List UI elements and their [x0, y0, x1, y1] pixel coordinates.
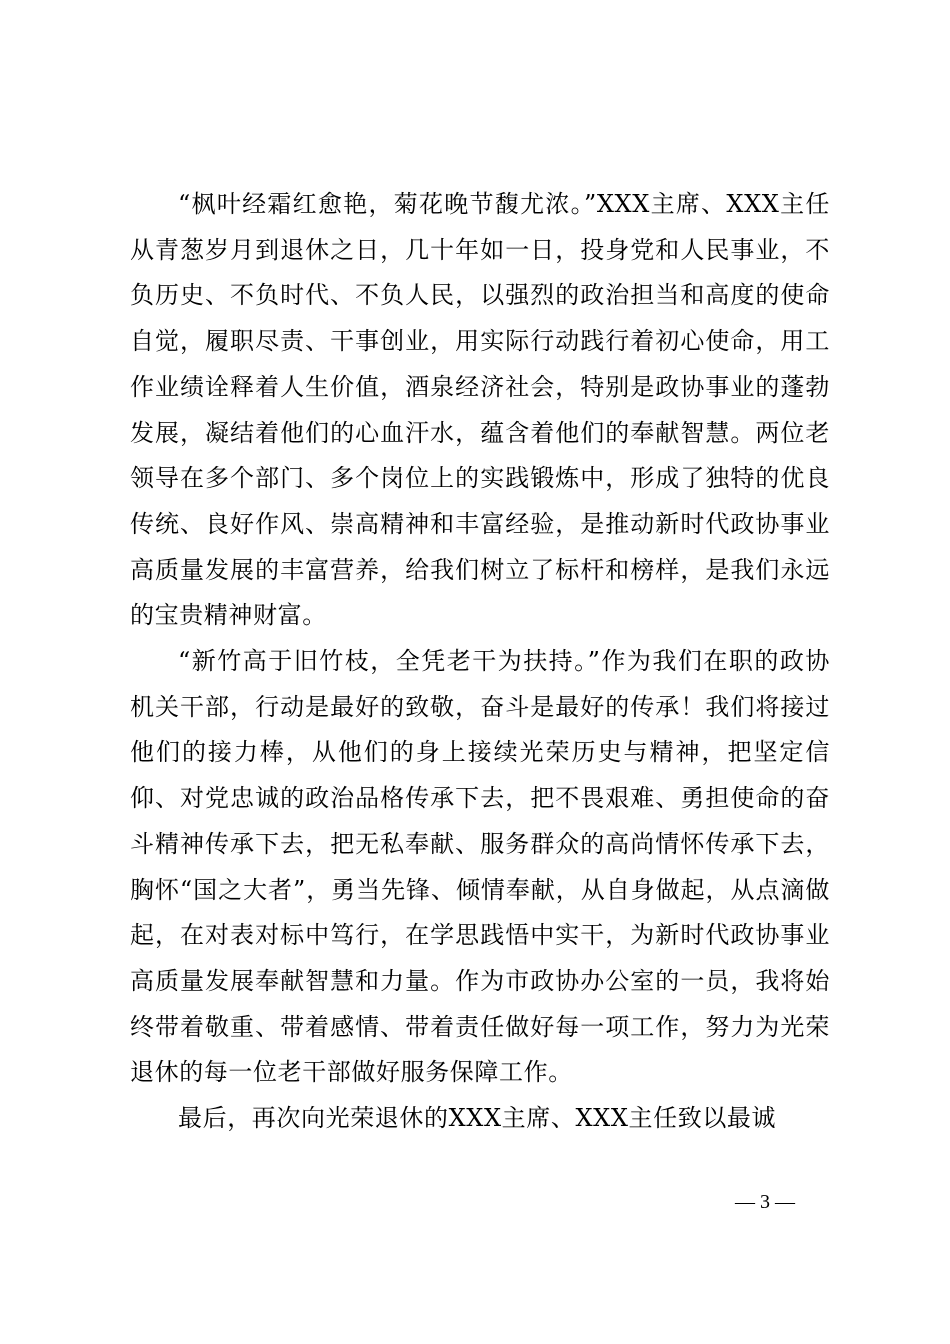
paragraph-1: “枫叶经霜红愈艳，菊花晚节馥尤浓。”XXX主席、XXX主任从青葱岁月到退休之日，几十年如一日，投身党和人民事业，不负历史、不负时代、不负人民，以强烈的政治担当和高度的使命自觉，履职尽责、干事创业，用实际行动践行着初心使命，用工作业绩诠释着人生价值，酒泉经济社会，特别是政协事业的蓬勃发展，凝结着他们的心血汗水，蕴含着他们的奉献智慧。两位老领导在多个部门、多个岗位上的实践锻炼中，形成了独特的优良传统、良好作风、崇高精神和丰富经验，是推动新时代政协事业高质量发展的丰富营养，给我们树立了标杆和榜样，是我们永远的宝贵精神财富。: [130, 190, 830, 630]
paragraph-2: “新竹高于旧竹枝，全凭老干为扶持。”作为我们在职的政协机关干部，行动是最好的致敬，奋斗是最好的传承！我们将接过他们的接力棒，从他们的身上接续光荣历史与精神，把坚定信仰、对党忠诚的政治品格传承下去，把不畏艰难、勇担使命的奋斗精神传承下去，把无私奉献、服务群众的高尚情怀传承下去，胸怀“国之大者”，勇当先锋、倾情奉献，从自身做起，从点滴做起，在对表对标中笃行，在学思践悟中实干，为新时代政协事业高质量发展奉献智慧和力量。作为市政协办公室的一员，我将始终带着敬重、带着感情、带着责任做好每一项工作，努力为光荣退休的每一位老干部做好服务保障工作。: [130, 647, 830, 1087]
paragraph-3: 最后，再次向光荣退休的XXX主席、XXX主任致以最诚: [178, 1104, 777, 1133]
body-text: [130, 182, 830, 1142]
page-number: — 3 —: [735, 1191, 795, 1213]
